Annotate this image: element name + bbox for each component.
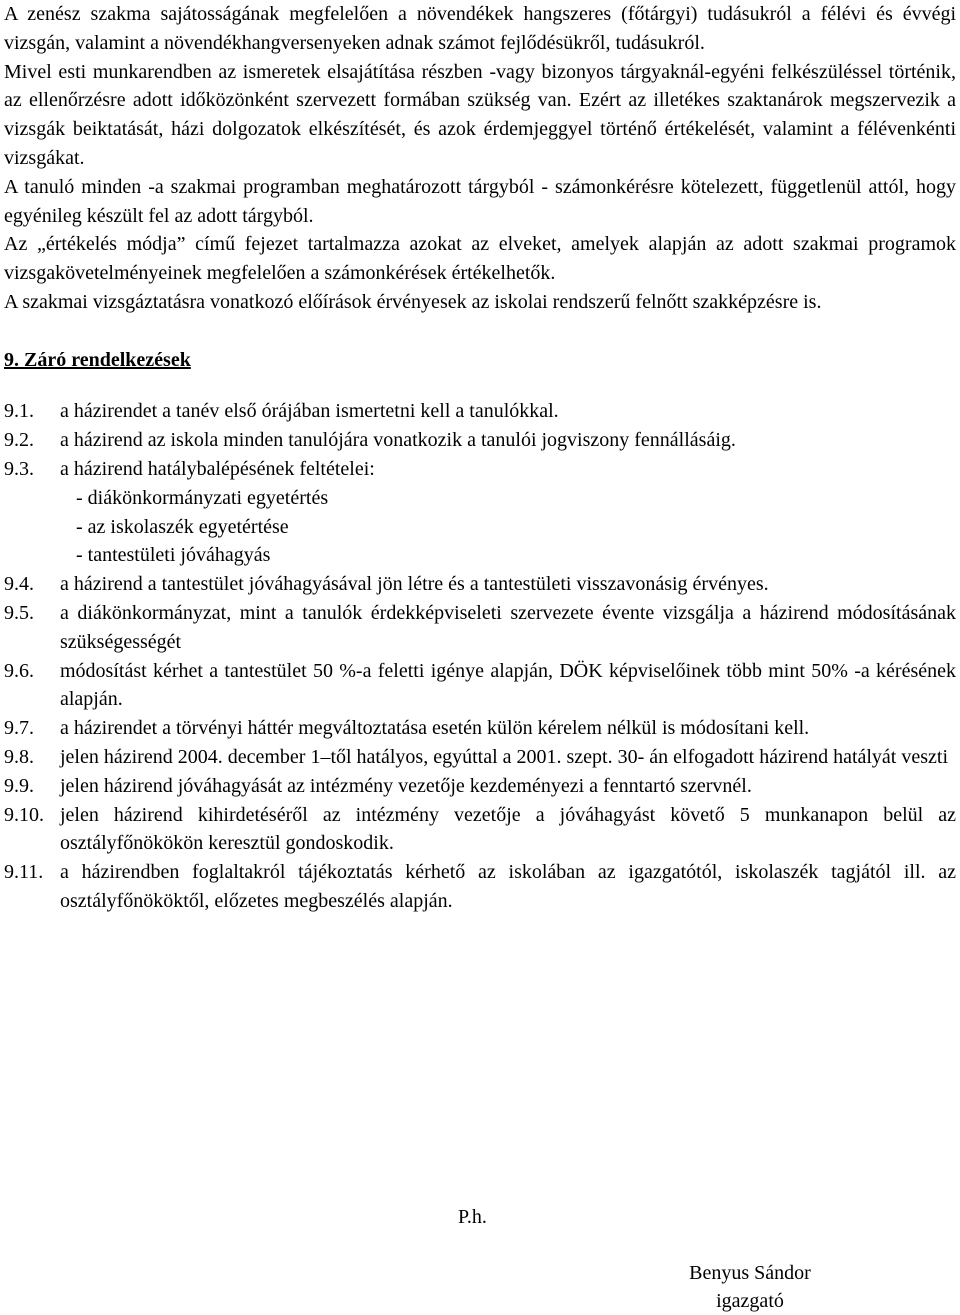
item-number: 9.1. [4, 400, 34, 423]
document-page [4, 0, 956, 916]
list-item [4, 397, 956, 426]
item-text: a házirend hatálybalépésének feltételei: [60, 457, 375, 480]
item-text: a házirendben foglaltakról tájékoztatás kérhető az iskolában az igazgatótól, iskolaszék tagjától ill. az osztályfőnököktől, előzetes megbeszélés alapján. [60, 861, 956, 912]
intro-paragraph-3: A tanuló minden -a szakmai programban meghatározott tárgyból - számonkérésre kötelezett, függetlenül attól, hogy egyénileg készült fel az adott tárgyból. [4, 175, 956, 227]
list-item [4, 426, 956, 455]
list-item [4, 455, 956, 570]
intro-paragraph-4: Az „értékelés módja” című fejezet tartalmazza azokat az elveket, amelyek alapján az adott szakmai programok vizsgakövetelményeinek megfelelően a számonkérések értékelhetők. [4, 233, 956, 285]
list-item [4, 772, 956, 801]
item-text: a házirendet a törvényi háttér megváltoztatása esetén külön kérelem nélkül is módosítani kell. [60, 717, 810, 740]
signatory-name: Benyus Sándor [689, 1262, 811, 1284]
intro-paragraph-2: Mivel esti munkarendben az ismeretek elsajátítása részben -vagy bizonyos tárgyaknál-egyéni felkészüléssel történik, az ellenőrzésre adott időközönként szervezett formában szükség van. Ezért az illetékes szaktanárok megszervezik a vizsgák beiktatását, házi dolgozatok elkészítését, és azok érdemjeggyel történő értékelését, valamint a félévenkénti vizsgákat. [4, 60, 956, 169]
item-number: 9.2. [4, 429, 34, 452]
provisions-list [4, 397, 956, 915]
list-item [4, 858, 956, 916]
item-text: módosítást kérhet a tantestület 50 %-a feletti igénye alapján, DÖK képviselőinek több mint 50% -a kérésének alapján. [60, 659, 956, 711]
list-item [4, 599, 956, 657]
list-item [4, 743, 956, 772]
intro-paragraph-1: A zenész szakma sajátosságának megfelelően a növendékek hangszeres (főtárgyi) tudásukról a félévi és évvégi vizsgán, valamint a növendékhangversenyeken adnak számot fejlődésükről, tudásukról. [4, 3, 956, 54]
item-number: 9.10. [4, 803, 44, 826]
signature-block [672, 1259, 828, 1315]
item-text: a házirend az iskola minden tanulójára vonatkozik a tanulói jogviszony fennállásáig. [60, 429, 736, 452]
item-number: 9.9. [4, 774, 34, 797]
condition-item: - az iskolaszék egyetértése [76, 515, 289, 538]
item-text: jelen házirend 2004. december 1–től hatályos, egyúttal a 2001. szept. 30- án elfogadott házirend hatályát veszti [60, 745, 949, 768]
list-item [4, 714, 956, 743]
item-text: jelen házirend kihirdetéséről az intézmény vezetője a jóváhagyást követő 5 munkanapon belül az osztályfőnökökön keresztül gondoskodik. [60, 803, 956, 855]
item-number: 9.3. [4, 457, 34, 480]
signatory-title: igazgató [716, 1290, 784, 1312]
item-number: 9.11. [4, 861, 44, 884]
item-number: 9.4. [4, 573, 34, 596]
item-number: 9.8. [4, 745, 34, 768]
list-item [4, 657, 956, 715]
item-number: 9.6. [4, 659, 34, 682]
intro-paragraph-5: A szakmai vizsgáztatásra vonatkozó előírások érvényesek az iskolai rendszerű felnőtt szakképzésre is. [4, 290, 822, 313]
item-text: jelen házirend jóváhagyását az intézmény vezetője kezdeményezi a fenntartó szervnél. [60, 774, 752, 797]
item-text: a házirendet a tanév első órájában ismertetni kell a tanulókkal. [60, 400, 559, 423]
section-heading: 9. Záró rendelkezések [4, 348, 191, 371]
spacer [4, 317, 956, 346]
item-number: 9.7. [4, 717, 34, 740]
stamp-label: P.h. [458, 1206, 487, 1228]
item-text: a diákönkormányzat, mint a tanulók érdekképviseleti szervezete évente vizsgálja a házirend módosításának szükségességét [60, 601, 956, 653]
item-number: 9.5. [4, 601, 34, 624]
list-item [4, 801, 956, 859]
condition-item: - tantestületi jóváhagyás [76, 544, 271, 567]
item-text: a házirend a tantestület jóváhagyásával jön létre és a tantestületi visszavonásig érvényes. [60, 573, 769, 596]
item-text-block [60, 455, 956, 570]
condition-item: - diákönkormányzati egyetértés [76, 486, 329, 509]
list-item [4, 570, 956, 599]
